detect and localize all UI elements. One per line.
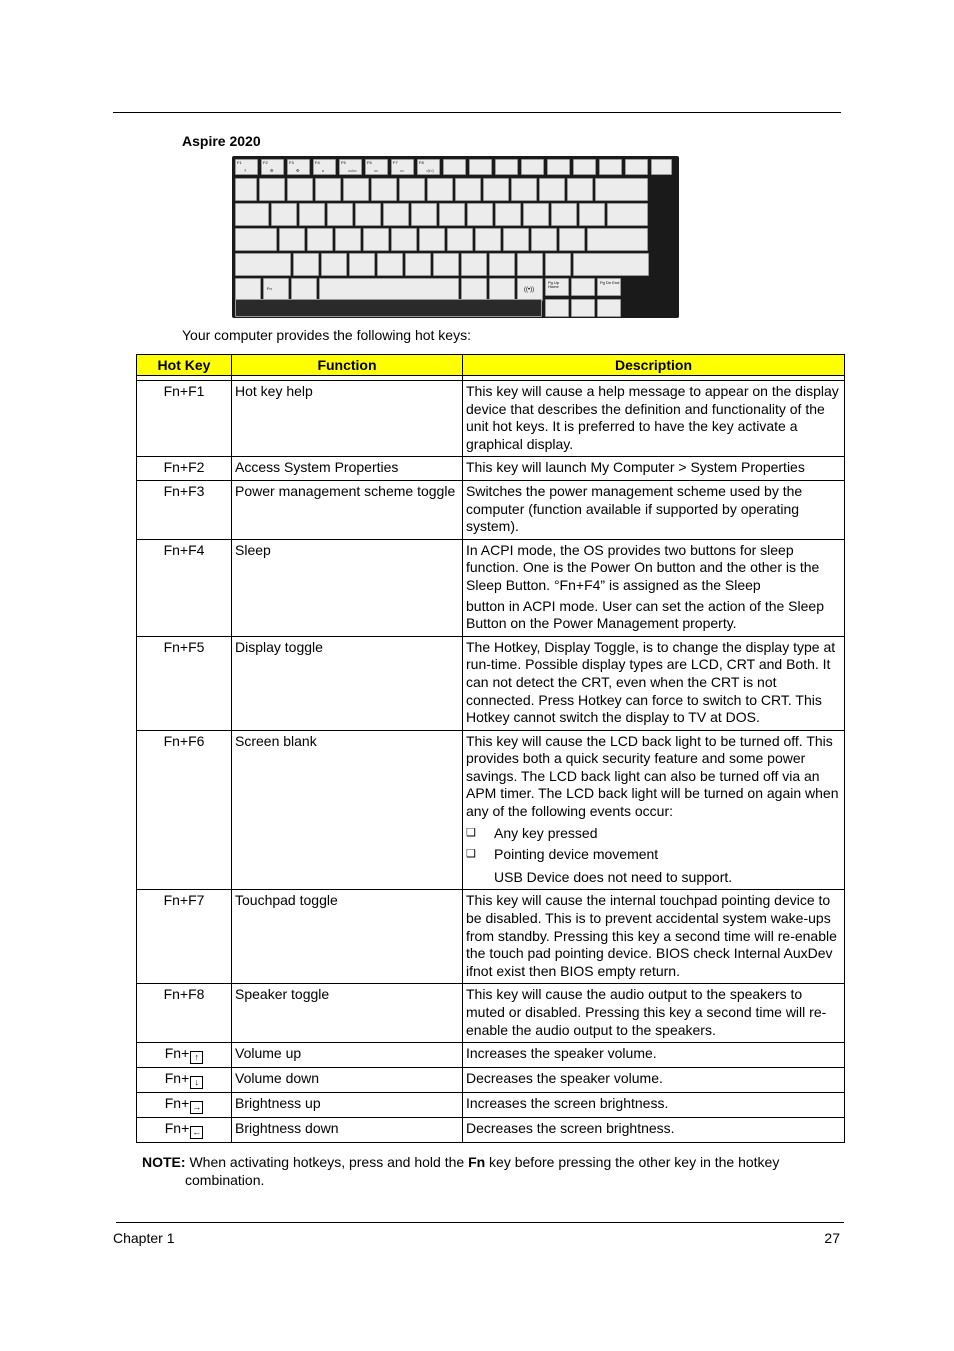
keyboard-frame-bottom — [235, 299, 542, 317]
function-key-symbol-icon: ▭ — [374, 168, 378, 173]
checkbox-bullet-icon: ❑ — [466, 848, 476, 861]
hot-key-label: Fn+F1 — [163, 383, 205, 399]
hot-key-cell — [137, 457, 232, 481]
keyboard-key — [293, 253, 319, 276]
left-key — [545, 299, 569, 317]
hot-key-cell — [137, 1068, 232, 1093]
keyboard-key — [335, 228, 361, 251]
function-key-symbol-icon: z — [322, 168, 324, 173]
fn-key — [263, 278, 289, 301]
hot-key-cell — [137, 539, 232, 636]
keyboard-key — [235, 278, 261, 301]
hot-key-cell — [137, 1118, 232, 1143]
keyboard-key — [419, 228, 445, 251]
keyboard-key — [475, 228, 501, 251]
keyboard-key — [343, 178, 369, 201]
keyboard-key — [547, 159, 570, 175]
down-key — [571, 299, 595, 317]
note-text-after: key before pressing the other key in the hotkey — [485, 1154, 780, 1170]
function-key — [365, 159, 388, 175]
function-key — [391, 159, 414, 175]
keyboard-key — [235, 178, 257, 201]
keyboard-key — [455, 178, 481, 201]
function-cell: Brightness up — [232, 1093, 463, 1118]
keyboard-key — [625, 159, 648, 175]
function-key-symbol-icon: ⚙ — [270, 168, 274, 173]
bullet-text: Any key pressed — [494, 824, 598, 841]
description-text: In ACPI mode, the OS provides two buttons for sleep function. One is the Power On button and the other is the Sleep Button. °Fn+F4” is assigned as the Sleep — [466, 541, 820, 593]
pgup-key — [545, 278, 569, 296]
keyboard-key — [349, 253, 375, 276]
keyboard-key — [287, 178, 313, 201]
table-row — [137, 1043, 845, 1068]
keyboard-key — [399, 178, 425, 201]
keyboard-key — [291, 278, 317, 301]
bullet-text: Pointing device movement — [494, 846, 659, 863]
keyboard-key — [355, 203, 381, 226]
function-key-label: F4 — [315, 160, 320, 165]
fn-key-label: Fn — [267, 286, 272, 291]
keyboard-key — [489, 278, 515, 301]
function-key-symbol-icon: ⚙ — [296, 168, 300, 173]
right-key — [597, 299, 621, 317]
table-row — [137, 1093, 845, 1118]
keyboard-key — [517, 253, 543, 276]
keyboard-key — [511, 178, 537, 201]
hot-key-cell — [137, 381, 232, 457]
description-text: The Hotkey, Display Toggle, is to change the display type at run-time. Possible display types are LCD, CRT and Both. It can not detect the CRT, even when the CRT is not connected. Press Hotkey can force to switch to CRT. This Hotkey cannot switch the display to TV at DOS. — [466, 638, 836, 726]
keyboard-key — [405, 253, 431, 276]
keyboard-key — [495, 203, 521, 226]
description-text: Switches the power management scheme used by the computer (function available if supported by operating system). — [466, 482, 803, 535]
function-key-symbol-icon: ◁/◁ — [426, 168, 434, 173]
hotkey-table — [136, 354, 845, 1143]
keyboard-key — [521, 159, 544, 175]
keyboard-key — [551, 203, 577, 226]
hot-key-label: Fn+ — [164, 1070, 190, 1087]
table-row — [137, 480, 845, 539]
function-key — [235, 159, 258, 175]
function-key — [313, 159, 336, 175]
keyboard-key — [539, 178, 565, 201]
function-key — [287, 159, 310, 175]
table-row — [137, 1068, 845, 1093]
keyboard-key — [443, 159, 466, 175]
description-cell — [463, 1093, 845, 1118]
function-key-symbol-icon: ▭/▭ — [348, 168, 357, 173]
keyboard-key — [467, 203, 493, 226]
function-key-label: F6 — [367, 160, 372, 165]
description-cell — [463, 381, 845, 457]
footer-page-number: 27 — [824, 1230, 840, 1246]
function-key-label: F7 — [393, 160, 398, 165]
description-cell — [463, 636, 845, 730]
description-text: This key will launch My Computer > System Properties — [466, 459, 805, 476]
down-arrow-key-icon: ↓ — [190, 1076, 203, 1089]
keyboard-key — [447, 228, 473, 251]
note-label: NOTE: — [142, 1154, 186, 1170]
function-key-label: F5 — [341, 160, 346, 165]
keyboard-key — [327, 203, 353, 226]
keyboard-key — [489, 253, 515, 276]
hot-key-label: Fn+F6 — [163, 732, 205, 749]
keyboard-key — [235, 203, 269, 226]
keyboard-key — [461, 253, 487, 276]
hot-key-cell — [137, 984, 232, 1043]
function-cell: Power management scheme toggle — [232, 480, 463, 539]
hot-key-label: Fn+ — [164, 1095, 190, 1112]
function-cell: Volume down — [232, 1068, 463, 1093]
description-text: This key will cause the LCD back light to be turned off. This provides both a quick security feature and some power savings. The LCD back light can also be turned off via an APM timer. The LCD back light will be turned on again when any of the following events occur: — [466, 732, 839, 820]
hot-key-label: Fn+F3 — [163, 482, 205, 499]
keyboard-key — [235, 228, 277, 251]
hot-key-label: Fn+F2 — [163, 459, 205, 476]
function-cell: Touchpad toggle — [232, 890, 463, 984]
table-row — [137, 984, 845, 1043]
table-row — [137, 539, 845, 636]
description-text: This key will cause the audio output to the speakers to muted or disabled. Pressing this key a second time will re-enable the audio output to the speakers. — [466, 986, 827, 1038]
hot-key-cell — [137, 890, 232, 984]
function-cell: Volume up — [232, 1043, 463, 1068]
keyboard-key — [427, 178, 453, 201]
function-cell: Hot key help — [232, 381, 463, 457]
keyboard-key — [595, 178, 648, 201]
keyboard-key — [307, 228, 333, 251]
note-text-continued: combination. — [185, 1172, 265, 1188]
spacebar — [319, 278, 459, 301]
keyboard-key — [235, 253, 291, 276]
note — [142, 1153, 822, 1189]
hot-key-label: Fn+F7 — [163, 892, 205, 909]
keyboard-key — [599, 159, 622, 175]
hot-key-cell — [137, 730, 232, 890]
keyboard-key — [579, 203, 605, 226]
function-key-symbol-icon: ? — [244, 168, 247, 173]
column-header-hot-key: Hot Key — [137, 355, 232, 376]
hot-key-label: Fn+ — [164, 1120, 190, 1137]
bullet-item — [466, 825, 841, 843]
function-key — [417, 159, 440, 175]
left-arrow-key-icon: ← — [192, 1127, 202, 1138]
table-row — [137, 1118, 845, 1143]
function-key-label: F2 — [263, 160, 268, 165]
function-cell: Display toggle — [232, 636, 463, 730]
footer-chapter: Chapter 1 — [113, 1230, 175, 1246]
table-row — [137, 730, 845, 890]
description-cell — [463, 1043, 845, 1068]
keyboard-key — [371, 178, 397, 201]
description-cell — [463, 457, 845, 481]
note-key: Fn — [468, 1154, 486, 1170]
keyboard-key — [433, 253, 459, 276]
description-cell — [463, 1118, 845, 1143]
keyboard-key — [363, 228, 389, 251]
table-row — [137, 381, 845, 457]
keyboard-key — [651, 159, 672, 175]
bullet-item — [466, 846, 841, 864]
description-cell — [463, 984, 845, 1043]
description-text: Increases the speaker volume. — [466, 1045, 657, 1062]
keyboard-key — [383, 203, 409, 226]
pgup-key-label: Pg Up Home — [548, 280, 560, 289]
description-cell — [463, 539, 845, 636]
keyboard-illustration — [232, 156, 679, 318]
checkbox-bullet-icon: ❑ — [466, 826, 476, 839]
keyboard-key — [377, 253, 403, 276]
wireless-icon: ((•)) — [524, 287, 535, 293]
hot-key-label: Fn+F4 — [163, 541, 205, 558]
header-rule — [113, 112, 841, 113]
keyboard-key — [573, 159, 596, 175]
note-text-before: When activating hotkeys, press and hold the — [185, 1154, 469, 1170]
keyboard-key — [495, 159, 518, 175]
keyboard-key — [523, 203, 549, 226]
keyboard-key — [607, 203, 648, 226]
function-cell: Speaker toggle — [232, 984, 463, 1043]
description-text: This key will cause the internal touchpad pointing device to be disabled. This is to prevent accidental system wake-ups from standby. Pressing this key a second time will re-enable the touch pad pointing device. BIOS check Internal AuxDev ifnot exist then BIOS empty return. — [466, 892, 837, 979]
description-cell — [463, 890, 845, 984]
keyboard-key — [559, 228, 585, 251]
function-key — [261, 159, 284, 175]
hot-key-label: Fn+ — [164, 1045, 190, 1062]
hot-key-label: Fn+F8 — [163, 986, 205, 1003]
description-text: Decreases the speaker volume. — [466, 1070, 663, 1087]
keyboard-key — [573, 253, 649, 276]
table-row — [137, 636, 845, 730]
function-key-symbol-icon: ▭ — [400, 168, 404, 173]
keyboard-key — [259, 178, 285, 201]
keyboard-key — [531, 228, 557, 251]
keyboard-key — [545, 253, 571, 276]
keyboard-key — [469, 159, 492, 175]
hot-key-cell — [137, 1043, 232, 1068]
right-arrow-key-icon: → — [192, 1102, 202, 1113]
table-row — [137, 890, 845, 984]
up-key — [571, 278, 595, 296]
function-key-label: F1 — [237, 160, 242, 165]
description-cell — [463, 730, 845, 890]
function-cell: Sleep — [232, 539, 463, 636]
description-cell — [463, 480, 845, 539]
description-cell — [463, 1068, 845, 1093]
hot-key-cell — [137, 480, 232, 539]
hot-key-label: Fn+F5 — [163, 638, 205, 655]
description-text-continued: button in ACPI mode. User can set the action of the Sleep Button on the Power Management property. — [466, 597, 824, 632]
description-text: This key will cause a help message to appear on the display device that describes the definition and functionality of the unit hot keys. It is preferred to have the key activate a graphical display. — [466, 383, 839, 452]
description-text: Increases the screen brightness. — [466, 1095, 669, 1112]
hot-key-cell — [137, 636, 232, 730]
description-note: USB Device does not need to support. — [494, 868, 733, 885]
table-row — [137, 457, 845, 481]
description-text: Decreases the screen brightness. — [466, 1120, 675, 1137]
keyboard-key — [439, 203, 465, 226]
function-cell: Access System Properties — [232, 457, 463, 481]
keyboard-key — [411, 203, 437, 226]
keyboard-key — [391, 228, 417, 251]
keyboard-key — [567, 178, 593, 201]
wireless-key — [517, 278, 543, 301]
section-heading: Aspire 2020 — [182, 133, 261, 149]
keyboard-key — [461, 278, 487, 301]
keyboard-key — [299, 203, 325, 226]
pgdn-key-label: Pg Dn End — [600, 280, 620, 285]
function-cell: Brightness down — [232, 1118, 463, 1143]
function-key-label: F8 — [419, 160, 424, 165]
footer-rule — [116, 1222, 844, 1223]
function-key — [339, 159, 362, 175]
function-key-label: F3 — [289, 160, 294, 165]
keyboard-key — [279, 228, 305, 251]
keyboard-key — [587, 228, 648, 251]
up-arrow-key-icon: ↑ — [190, 1051, 203, 1064]
keyboard-key — [321, 253, 347, 276]
keyboard-key — [271, 203, 297, 226]
column-header-description: Description — [463, 355, 845, 376]
pgdn-key — [597, 278, 621, 296]
keyboard-key — [503, 228, 529, 251]
hot-key-cell — [137, 1093, 232, 1118]
keyboard-key — [483, 178, 509, 201]
function-cell: Screen blank — [232, 730, 463, 890]
intro-text: Your computer provides the following hot keys: — [182, 327, 471, 343]
keyboard-key — [315, 178, 341, 201]
column-header-function: Function — [232, 355, 463, 376]
